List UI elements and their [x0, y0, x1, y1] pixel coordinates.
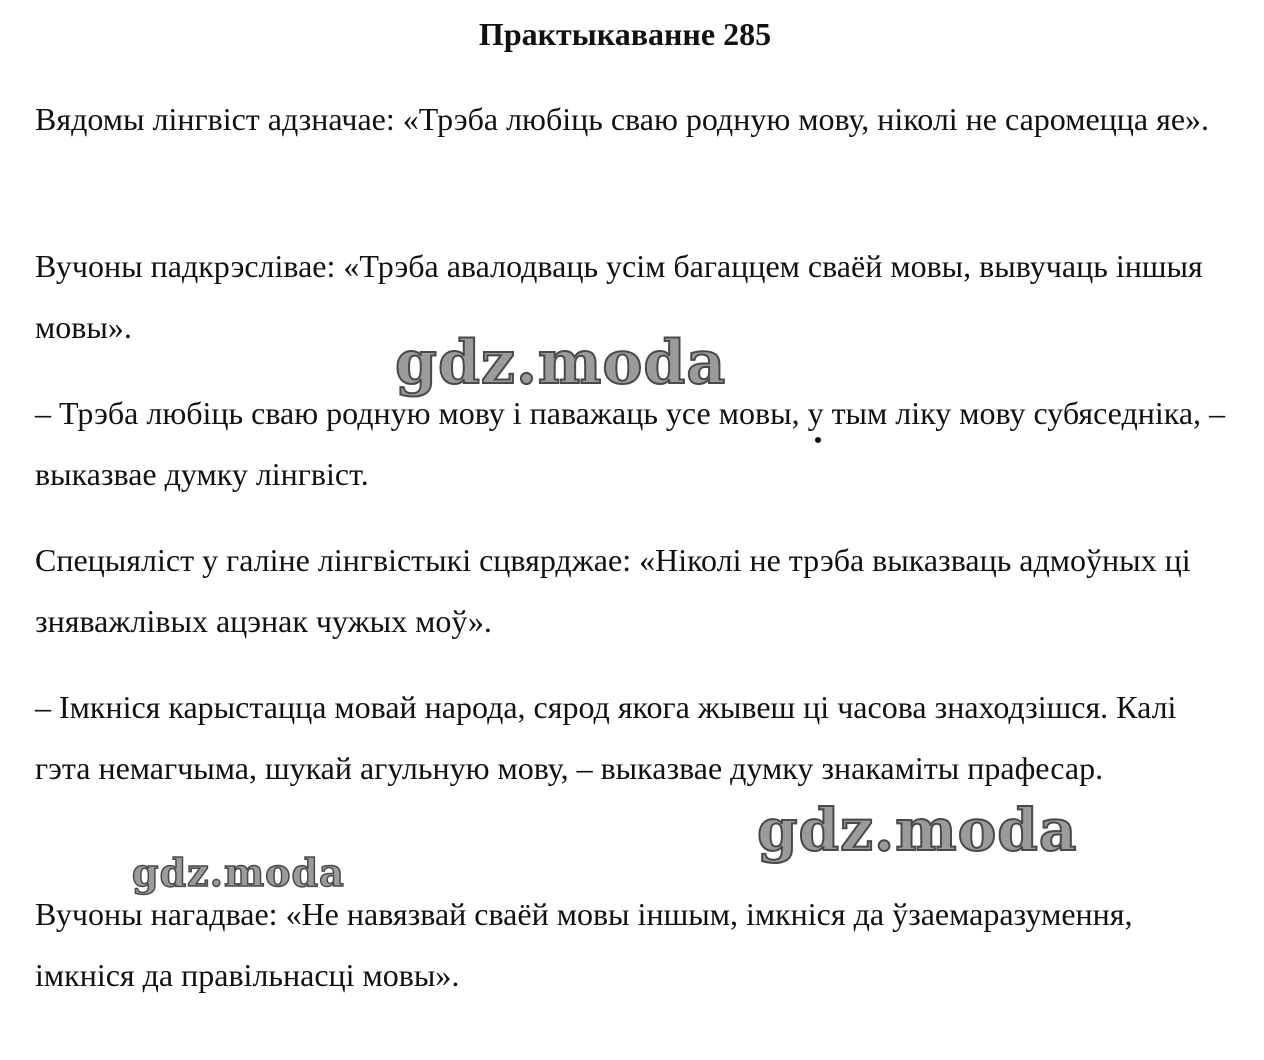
paragraph-2: Вучоны падкрэслівае: «Трэба авалодваць усім багаццем сваёй мовы, вывучаць іншыя мовы».	[35, 248, 1203, 345]
stray-dot	[815, 437, 821, 443]
paragraph-3: – Трэба любіць сваю родную мову і паважаць усе мовы, у тым ліку мову субяседніка, – выказвае думку лінгвіст.	[35, 395, 1226, 492]
paragraph-4: Спецыяліст у галіне лінгвістыкі сцвярджае: «Ніколі не трэба выказваць адмоўных ці зняважлівых ацэнак чужых моў».	[35, 542, 1191, 639]
watermark-logo: gdz.moda	[395, 328, 727, 398]
paragraph-5: – Імкніся карыстацца мовай народа, сярод якога жывеш ці часова знаходзішся. Калі гэта немагчыма, шукай агульную мову, – выказвае думку знакаміты прафесар.	[35, 689, 1177, 786]
watermark-logo: gdz.moda	[757, 796, 1078, 864]
paragraph-6: Вучоны нагадвае: «Не навязвай сваёй мовы іншым, імкніся да ўзаемаразумення, імкніся да правільнасці мовы».	[35, 896, 1133, 993]
watermark-logo: gdz.moda	[132, 850, 345, 895]
paragraph-1: Вядомы лінгвіст адзначае: «Трэба любіць сваю родную мову, ніколі не саромецца яе».	[35, 101, 1210, 137]
page-title: Практыкаванне 285	[478, 16, 772, 52]
